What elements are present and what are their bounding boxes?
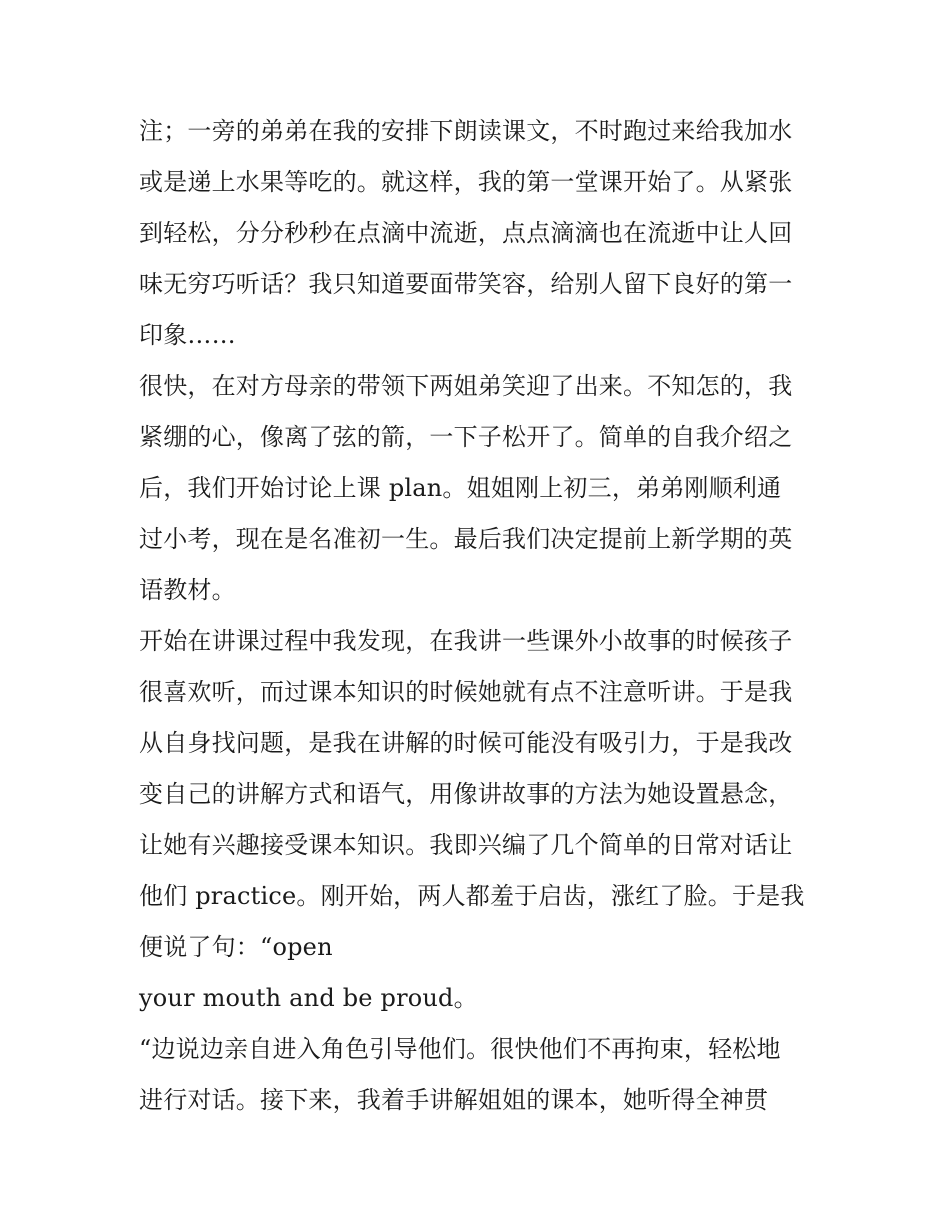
text-line: 他们 practice。刚开始，两人都羞于启齿，涨红了脸。于是我 [139,882,805,910]
text-line: 变自己的讲解方式和语气，用像讲故事的方法为她设置悬念， [139,780,793,808]
text-line: 开始在讲课过程中我发现，在我讲一些课外小故事的时候孩子 [139,627,793,655]
text-line: 紧绷的心，像离了弦的箭，一下子松开了。简单的自我介绍之 [139,423,793,451]
text-line: 很喜欢听，而过课本知识的时候她就有点不注意听讲。于是我 [139,678,793,706]
text-line: 注；一旁的弟弟在我的安排下朗读课文，不时跑过来给我加水 [139,117,793,145]
text-line: 便说了句：“open [139,933,333,961]
text-line: 过小考，现在是名准初一生。最后我们决定提前上新学期的英 [139,525,793,553]
document-body [139,106,829,1126]
text-line: 很快，在对方母亲的带领下两姐弟笑迎了出来。不知怎的，我 [139,372,793,400]
text-line: “边说边亲自进入角色引导他们。很快他们不再拘束，轻松地 [139,1035,781,1063]
text-line: 从自身找问题，是我在讲解的时候可能没有吸引力，于是我改 [139,729,793,757]
text-line: 进行对话。接下来，我着手讲解姐姐的课本，她听得全神贯 [139,1086,769,1114]
text-line: 让她有兴趣接受课本知识。我即兴编了几个简单的日常对话让 [139,831,793,859]
text-line: your mouth and be proud。 [139,984,478,1012]
text-line: 后，我们开始讨论上课 plan。姐姐刚上初三，弟弟刚顺利通 [139,474,782,502]
text-line: 语教材。 [139,576,236,604]
text-line: 印象…… [139,321,236,349]
text-line: 味无穷巧听话？我只知道要面带笑容，给别人留下良好的第一 [139,270,793,298]
text-line: 到轻松，分分秒秒在点滴中流逝，点点滴滴也在流逝中让人回 [139,219,793,247]
text-line: 或是递上水果等吃的。就这样，我的第一堂课开始了。从紧张 [139,168,793,196]
